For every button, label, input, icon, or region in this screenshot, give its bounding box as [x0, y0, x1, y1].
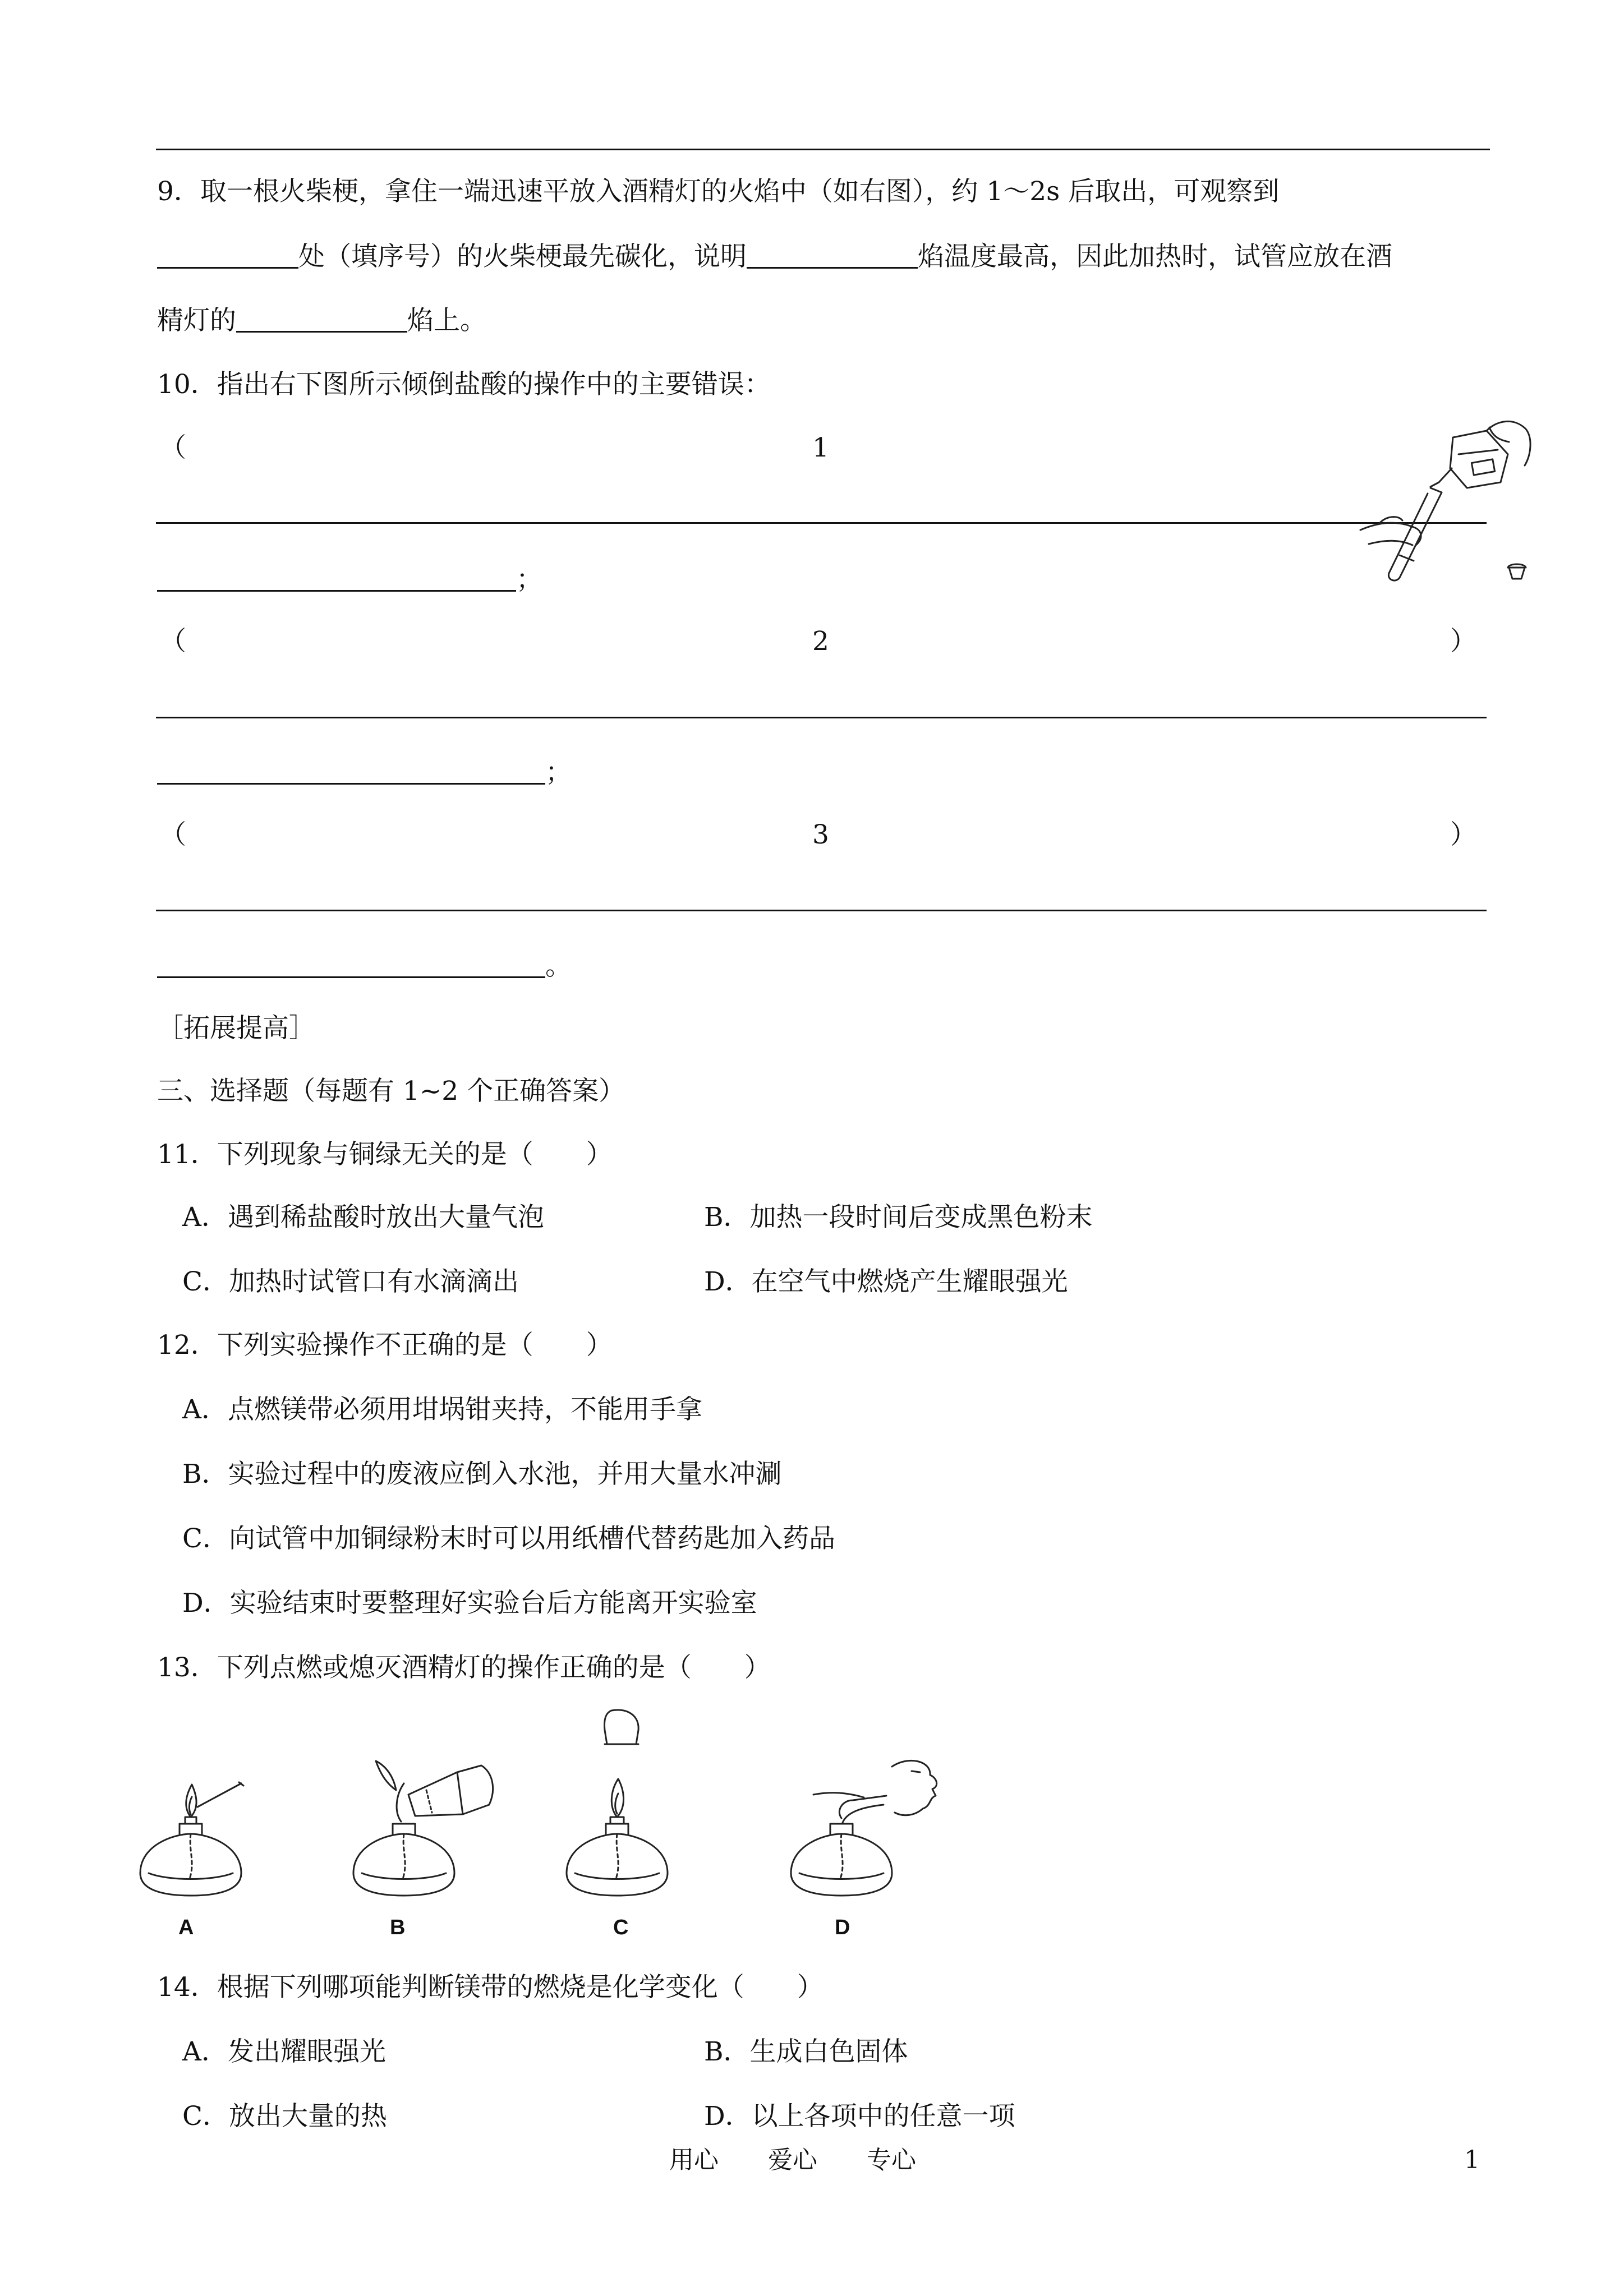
q14-option-d[interactable]: D．以上各项中的任意一项	[704, 2101, 1015, 2132]
q10-item1-blank[interactable]	[157, 565, 516, 592]
q14-option-a[interactable]: A．发出耀眼强光	[182, 2036, 386, 2067]
q10-item3-close: ）	[1450, 819, 1476, 850]
q11-option-d[interactable]: D．在空气中燃烧产生耀眼强光	[704, 1266, 1068, 1297]
q10-item3-end: 。	[157, 952, 572, 979]
lamp-a-label: A	[178, 1916, 194, 1939]
page-number: 1	[1464, 2146, 1480, 2174]
q12-option-d[interactable]: D．实验结束时要整理好实验台后方能离开实验室	[182, 1588, 757, 1619]
q10-item3-blank[interactable]	[157, 952, 545, 978]
q10-item2-close: ）	[1450, 626, 1476, 657]
header-rule	[156, 149, 1490, 150]
q9-line3: 精灯的 焰上。	[157, 305, 486, 336]
q12-option-c[interactable]: C．向试管中加铜绿粉末时可以用纸槽代替药匙加入药品	[182, 1523, 835, 1554]
q10-item2-blank[interactable]	[157, 758, 545, 785]
q10-item1-end: ；	[157, 565, 542, 593]
q10-item3-num: 3	[812, 819, 829, 850]
q10-item2-end: ；	[157, 758, 572, 786]
q12-option-a[interactable]: A．点燃镁带必须用坩埚钳夹持，不能用手拿	[182, 1394, 702, 1425]
section-expand: ［拓展提高］	[157, 1013, 315, 1044]
q10-item2-num: 2	[812, 626, 829, 657]
q11-option-c[interactable]: C．加热时试管口有水滴滴出	[182, 1266, 519, 1297]
q9-blank-2[interactable]	[747, 242, 918, 269]
q10-item1-num: 1	[812, 432, 829, 463]
q11-option-a[interactable]: A．遇到稀盐酸时放出大量气泡	[182, 1202, 544, 1233]
q12-stem: 12．下列实验操作不正确的是（ ）	[157, 1330, 613, 1361]
q12-option-b[interactable]: B．实验过程中的废液应倒入水池，并用大量水冲涮	[182, 1459, 782, 1490]
q11-option-b[interactable]: B．加热一段时间后变成黑色粉末	[704, 1202, 1093, 1233]
q10-item3-answer-line[interactable]	[156, 910, 1487, 911]
q9-line2: 处（填序号）的火柴梗最先碳化，说明 焰温度最高，因此加热时，试管应放在酒	[157, 242, 1392, 270]
q9-line1: 9．取一根火柴梗，拿住一端迅速平放入酒精灯的火焰中（如右图），约 1～2s 后取出，可观察到	[157, 176, 1280, 207]
q11-stem: 11．下列现象与铜绿无关的是（ ）	[157, 1139, 613, 1170]
q14-option-b[interactable]: B．生成白色固体	[704, 2036, 908, 2067]
pouring-acid-illustration	[1346, 415, 1531, 583]
lamp-b-illustration[interactable]	[342, 1750, 499, 1907]
section-part3: 三、选择题（每题有 1~2 个正确答案）	[157, 1076, 625, 1106]
lamp-d-label: D	[835, 1916, 850, 1939]
q10-item1-open: （	[160, 432, 186, 463]
q9-blank-3[interactable]	[236, 306, 407, 333]
q13-stem: 13．下列点燃或熄灭酒精灯的操作正确的是（ ）	[157, 1652, 771, 1683]
lamp-c-illustration[interactable]	[555, 1705, 690, 1907]
lamp-c-label: C	[613, 1916, 629, 1939]
q10-title: 10．指出右下图所示倾倒盐酸的操作中的主要错误：	[157, 369, 771, 400]
lamp-d-illustration[interactable]	[780, 1744, 948, 1907]
q10-item3-open: （	[160, 819, 186, 850]
footer-motto: 用心 爱心 专心	[669, 2146, 916, 2174]
lamp-b-label: B	[390, 1916, 406, 1939]
q14-option-c[interactable]: C．放出大量的热	[182, 2101, 387, 2132]
lamp-a-illustration[interactable]	[135, 1761, 258, 1907]
q10-item1-answer-line[interactable]	[156, 522, 1487, 524]
q9-blank-1[interactable]	[157, 242, 298, 269]
q14-stem: 14．根据下列哪项能判断镁带的燃烧是化学变化（ ）	[157, 1972, 823, 2003]
q10-item2-answer-line[interactable]	[156, 717, 1487, 718]
q10-item2-open: （	[160, 626, 186, 657]
